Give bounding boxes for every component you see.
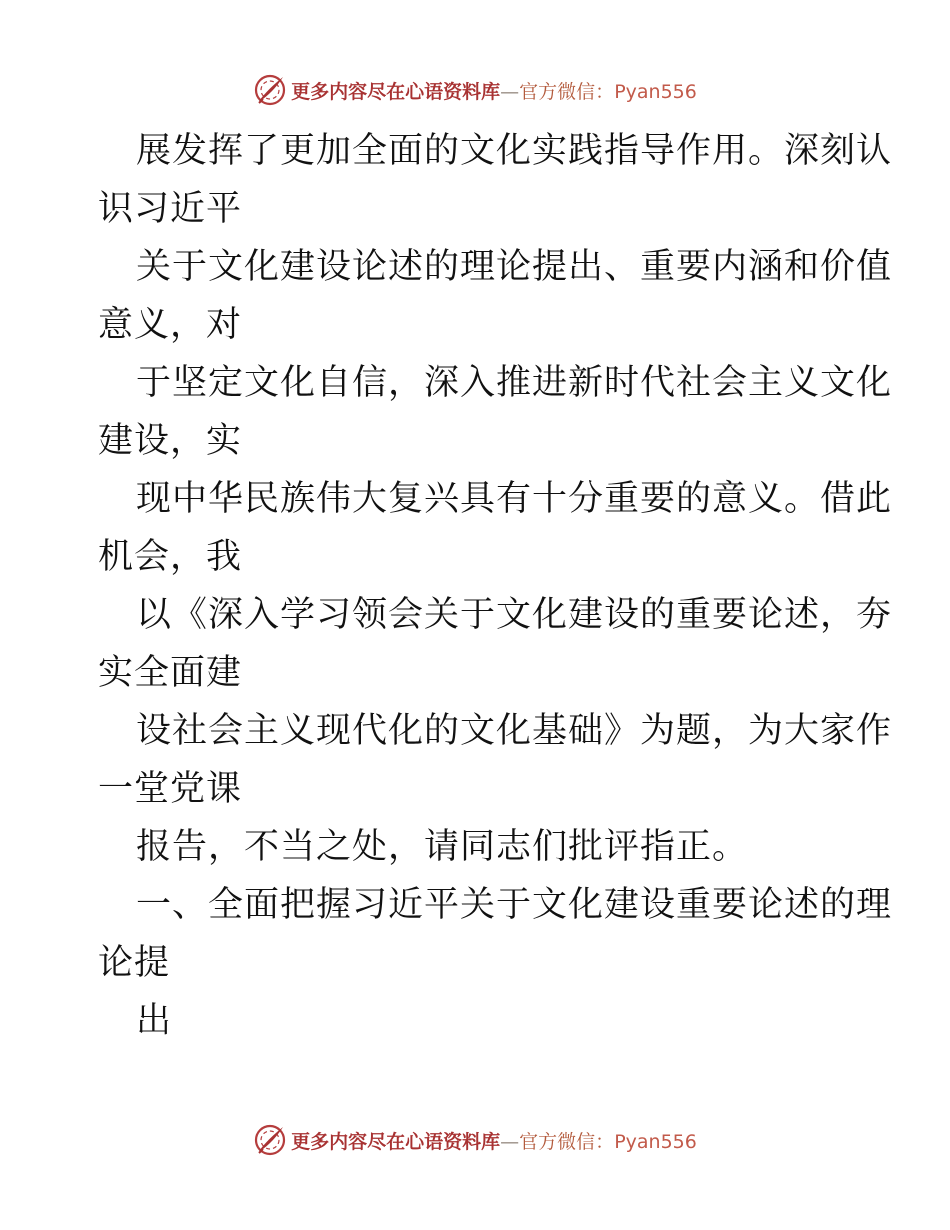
header-brand-text: 更多内容尽在心语资料库 — [291, 80, 501, 103]
document-body — [98, 122, 893, 1050]
feather-pen-logo-icon — [253, 73, 287, 107]
document-line: 一堂党课 — [98, 769, 243, 809]
header-separator: — — [500, 80, 520, 103]
document-line: 机会，我 — [98, 537, 243, 577]
footer-banner-text — [291, 1127, 697, 1154]
document-line: 报告，不当之处，请同志们批评指正。 — [136, 827, 749, 867]
footer-brand-text: 更多内容尽在心语资料库 — [291, 1130, 501, 1153]
document-line: 以《深入学习领会关于文化建设的重要论述，夯 — [136, 595, 893, 635]
footer-wechat-id: Pyan556 — [614, 1130, 697, 1153]
document-line: 现中华民族伟大复兴具有十分重要的意义。借此 — [136, 479, 893, 519]
header-banner-text — [291, 77, 697, 104]
header-wechat-label: 官方微信： — [519, 80, 615, 103]
header-watermark-banner — [0, 70, 950, 110]
document-line: 关于文化建设论述的理论提出、重要内涵和价值 — [136, 247, 893, 287]
document-line: 出 — [136, 1001, 173, 1041]
document-line: 展发挥了更加全面的文化实践指导作用。深刻认 — [136, 131, 893, 171]
document-line: 设社会主义现代化的文化基础》为题，为大家作 — [136, 711, 893, 751]
header-wechat-id: Pyan556 — [614, 80, 697, 103]
document-line: 建设，实 — [98, 421, 243, 461]
document-line: 实全面建 — [98, 653, 243, 693]
footer-separator: — — [500, 1130, 520, 1153]
document-line: 识习近平 — [98, 189, 243, 229]
document-line: 意义，对 — [98, 305, 243, 345]
feather-pen-logo-icon — [253, 1123, 287, 1157]
document-line: 论提 — [98, 943, 171, 983]
footer-wechat-label: 官方微信： — [519, 1130, 615, 1153]
document-line: 一、全面把握习近平关于文化建设重要论述的理 — [136, 885, 893, 925]
document-line: 于坚定文化自信，深入推进新时代社会主义文化 — [136, 363, 893, 403]
footer-watermark-banner — [0, 1120, 950, 1160]
